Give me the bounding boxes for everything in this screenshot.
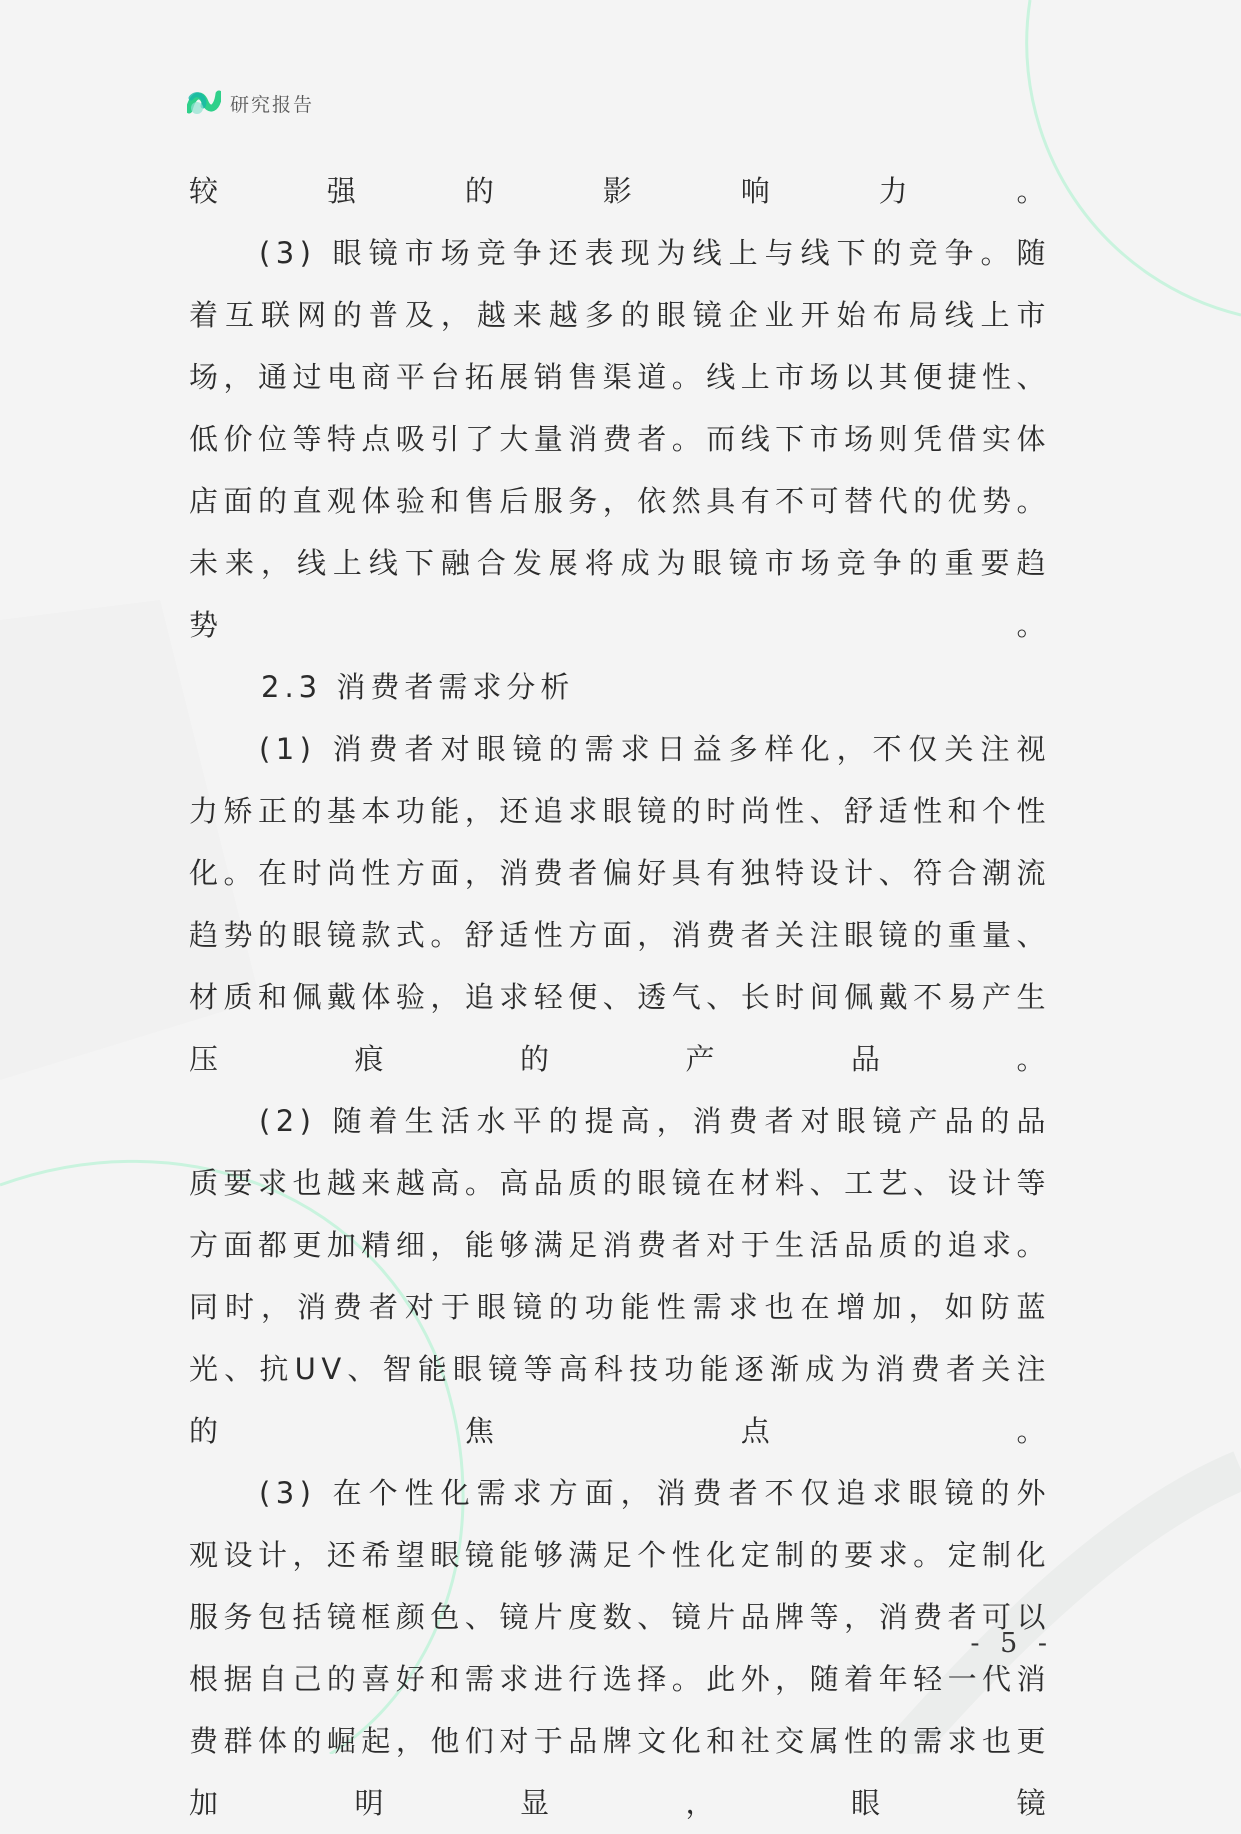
- page-number: - 5 -: [970, 1628, 1053, 1659]
- paragraph-continuation: 较强的影响力。: [189, 174, 1051, 208]
- paragraph-diversified-demand: (1) 消费者对眼镜的需求日益多样化，不仅关注视力矫正的基本功能，还追求眼镜的时尚性、舒适性和个性化。在时尚性方面，消费者偏好具有独特设计、符合潮流趋势的眼镜款式。舒适性方面，消费者关注眼镜的重量、材质和佩戴体验，追求轻便、透气、长时间佩戴不易产生压痕的产品。: [189, 732, 1051, 1076]
- decor-arc-top-right: [1027, 0, 1241, 315]
- document-body: [189, 160, 1051, 1834]
- report-header: [187, 88, 314, 118]
- section-heading: 2.3 消费者需求分析: [261, 670, 575, 704]
- header-title: 研究报告: [230, 93, 315, 116]
- paragraph-quality-demand: (2) 随着生活水平的提高，消费者对眼镜产品的品质要求也越来越高。高品质的眼镜在材料、工艺、设计等方面都更加精细，能够满足消费者对于生活品质的追求。同时，消费者对于眼镜的功能性需求也在增加，如防蓝光、抗UV、智能眼镜等高科技功能逐渐成为消费者关注的焦点。: [189, 1104, 1051, 1448]
- brand-logo-icon: [187, 88, 221, 118]
- paragraph-online-offline-competition: (3) 眼镜市场竞争还表现为线上与线下的竞争。随着互联网的普及，越来越多的眼镜企业开始布局线上市场，通过电商平台拓展销售渠道。线上市场以其便捷性、低价位等特点吸引了大量消费者。而线下市场则凭借实体店面的直观体验和售后服务，依然具有不可替代的优势。未来，线上线下融合发展将成为眼镜市场竞争的重要趋势。: [189, 236, 1051, 642]
- paragraph-personalization-demand: (3) 在个性化需求方面，消费者不仅追求眼镜的外观设计，还希望眼镜能够满足个性化定制的要求。定制化服务包括镜框颜色、镜片度数、镜片品牌等，消费者可以根据自己的喜好和需求进行选择。此外，随着年轻一代消费群体的崛起，他们对于品牌文化和社交属性的需求也更加明显，眼镜: [189, 1476, 1051, 1820]
